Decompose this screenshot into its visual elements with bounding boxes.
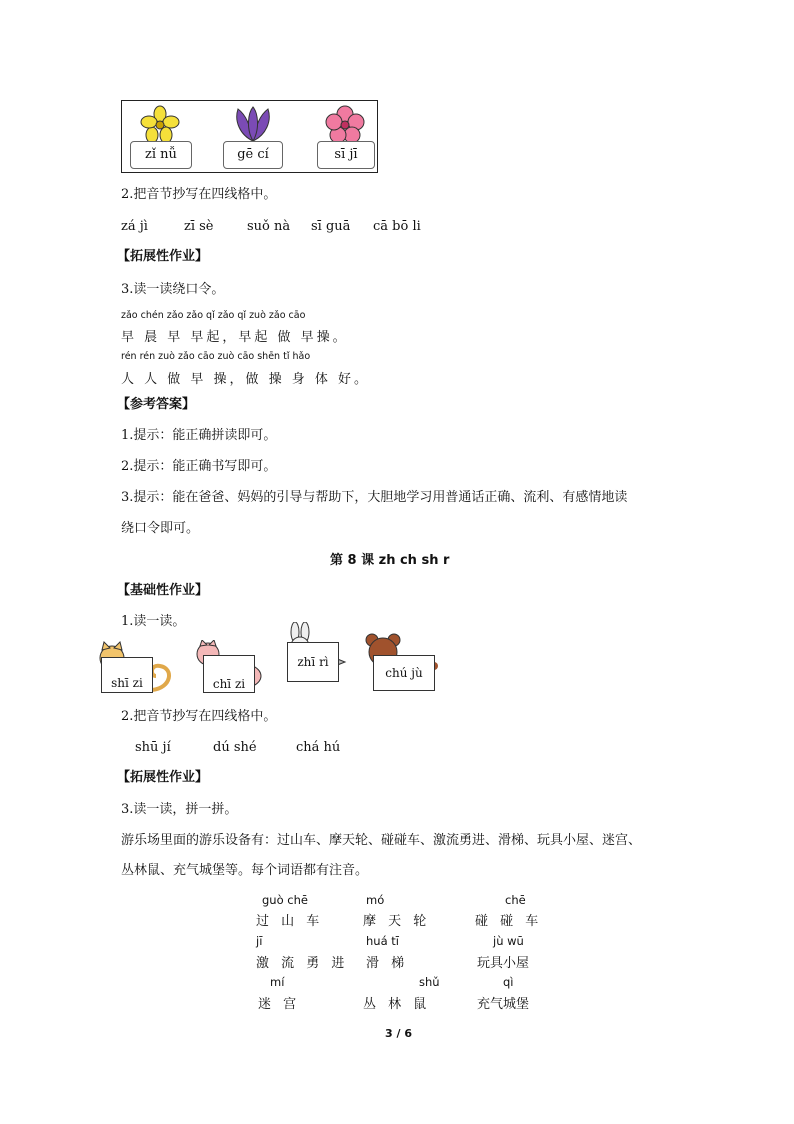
grid-word: 过 山 车 (256, 914, 324, 929)
page-number: 3 / 6 (385, 1027, 412, 1040)
answer-2: 2.提示：能正确书写即可。 (121, 459, 277, 474)
grid-word: 丛 林 鼠 (363, 997, 431, 1012)
tongue-twister-pinyin-1: zǎo chén zǎo zǎo qǐ zǎo qǐ zuò zǎo cāo (121, 310, 306, 321)
grid-pinyin: mí (270, 975, 285, 989)
grid-pinyin: jù wū (493, 934, 524, 948)
tongue-twister-line-2: 人 人 做 早 操，做 操 身 体 好。 (121, 372, 371, 387)
pink-flower-icon (325, 105, 365, 145)
purple-flower-icon (230, 105, 276, 145)
grid-word: 迷 宫 (258, 997, 301, 1012)
syllable-item: sī guā (311, 219, 351, 234)
lesson-title: 第 8 课 zh ch sh r (330, 553, 450, 568)
grid-pinyin: chē (505, 893, 526, 907)
lesson-question-3: 3.读一读，拼一拼。 (121, 802, 238, 817)
grid-pinyin: shǔ (419, 975, 440, 989)
grid-word: 碰 碰 车 (475, 914, 543, 929)
grid-word: 充气城堡 (477, 997, 530, 1012)
grid-word: 激 流 勇 进 (256, 956, 349, 971)
lesson-syllable: dú shé (213, 740, 257, 755)
animal-label-4: chú jù (373, 655, 435, 691)
question-3-text: 3.读一读绕口令。 (121, 282, 225, 297)
extend-homework-heading: 【拓展性作业】 (117, 249, 209, 264)
tongue-twister-pinyin-2: rén rén zuò zǎo cāo zuò cāo shēn tǐ hǎo (121, 351, 311, 362)
grid-pinyin: guò chē (262, 893, 308, 907)
flower-label-3: sī jī (317, 141, 375, 169)
flower-label-2: gē cí (223, 141, 283, 169)
lesson-syllable: shū jí (135, 740, 171, 755)
question-2-text: 2.把音节抄写在四线格中。 (121, 187, 277, 202)
grid-pinyin: huá tī (366, 934, 399, 948)
answer-3-line-1: 3.提示：能在爸爸、妈妈的引导与帮助下，大胆地学习用普通话正确、流利、有感情地读 (121, 490, 628, 505)
syllable-item: suǒ nà (247, 219, 291, 234)
lesson-extend-heading: 【拓展性作业】 (117, 770, 209, 785)
yellow-flower-icon (138, 105, 182, 145)
paragraph-line-2: 丛林鼠、充气城堡等。每个词语都有注音。 (121, 863, 369, 878)
grid-pinyin: jī (256, 934, 263, 948)
animal-label-1: shī zi (101, 657, 153, 693)
lesson-syllable: chá hú (296, 740, 341, 755)
flower-label-1: zǐ nǚ (130, 141, 192, 169)
grid-word: 玩具小屋 (477, 956, 530, 971)
lesson-question-1: 1.读一读。 (121, 614, 186, 629)
flower-picture-box (121, 100, 378, 173)
syllable-item: zá jì (121, 219, 148, 234)
basic-homework-heading: 【基础性作业】 (117, 583, 209, 598)
animal-label-3: zhī rì (287, 642, 339, 682)
answer-heading: 【参考答案】 (117, 397, 196, 412)
paragraph-line-1: 游乐场里面的游乐设备有：过山车、摩天轮、碰碰车、激流勇进、滑梯、玩具小屋、迷宫、 (121, 833, 642, 848)
answer-3-line-2: 绕口令即可。 (121, 521, 200, 536)
answer-1: 1.提示：能正确拼读即可。 (121, 428, 277, 443)
syllable-item: zī sè (184, 219, 214, 234)
grid-pinyin: mó (366, 893, 385, 907)
syllable-item: cā bō li (373, 219, 421, 234)
grid-word: 滑 梯 (366, 956, 409, 971)
grid-word: 摩 天 轮 (363, 914, 431, 929)
animal-label-2: chī zi (203, 655, 255, 693)
lesson-question-2: 2.把音节抄写在四线格中。 (121, 709, 277, 724)
grid-pinyin: qì (503, 975, 514, 989)
tongue-twister-line-1: 早 晨 早 早起，早起 做 早操。 (121, 330, 349, 345)
